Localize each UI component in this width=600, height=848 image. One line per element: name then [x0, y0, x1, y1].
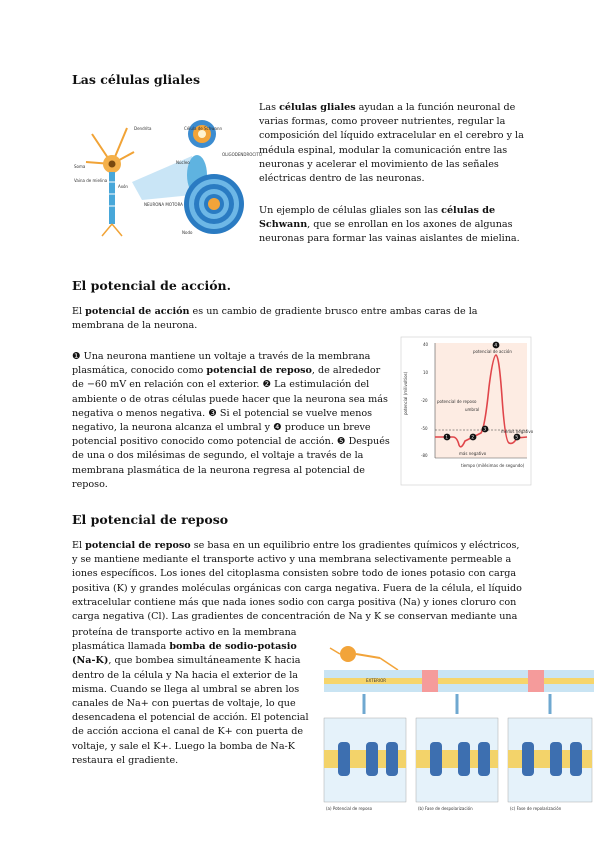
svg-text:(a) Potencial de reposo: (a) Potencial de reposo — [326, 806, 373, 811]
svg-text:potencial de reposo: potencial de reposo — [437, 399, 477, 404]
svg-text:40: 40 — [423, 342, 429, 347]
svg-text:4: 4 — [494, 343, 498, 349]
glial-cells-figure — [72, 104, 262, 240]
rest-title: El potencial de reposo — [72, 512, 229, 527]
glial-paragraph-2: Un ejemplo de células gliales son las células de Schwann, que se enrollan en los axones de algunas neuronas para formar las vainas aislantes de mielina. — [259, 205, 520, 245]
svg-text:Soma: Soma — [74, 164, 86, 169]
svg-text:2: 2 — [471, 435, 475, 441]
svg-text:tiempo (milésimas de segundo): tiempo (milésimas de segundo) — [461, 463, 525, 468]
svg-text:Axón: Axón — [118, 184, 128, 189]
oligodendrocyte-drawing — [188, 120, 216, 148]
svg-text:5: 5 — [515, 435, 519, 441]
svg-text:1: 1 — [445, 435, 449, 441]
svg-text:Nodo: Nodo — [182, 230, 193, 235]
svg-text:(b) Fase de despolarización: (b) Fase de despolarización — [418, 806, 473, 811]
svg-text:más negativo: más negativo — [459, 451, 487, 456]
svg-text:Célula de Schwann: Célula de Schwann — [184, 126, 223, 131]
svg-text:-50: -50 — [421, 426, 428, 431]
pump-panel-a — [324, 718, 406, 811]
rest-paragraph-1: El potencial de reposo se basa en un equilibrio entre los gradientes químicos y eléctricos, y se mantiene mediante el transporte activo y una membrana selectivamente permeable a iones específicos. Los iones del citoplasma consisten sobre todo de iones potasio con carga positiva (K) y grandes moléculas orgánicas con carga negativa. Fuera de la célula, el líquido extracelular contiene más que nada iones sodio con carga positiva (Na) y iones cloruro con carga negativa (Cl). Las gradientes de concentración de Na y K se conservan mediante una — [72, 540, 522, 623]
svg-text:menos negativo: menos negativo — [501, 429, 534, 434]
schwann-cell-drawing — [184, 174, 244, 234]
svg-text:Núcleo: Núcleo — [176, 160, 190, 165]
glial-paragraph-1: Las células gliales ayudan a la función neuronal de varias formas, como proveer nutrientes, regular la composición del líquido extracelular en el cerebro y la médula espinal, modular la comunicación entre las neuronas y acelerar el movimiento de las señales eléctricas dentro de las neuronas. — [259, 102, 524, 185]
svg-text:-20: -20 — [421, 398, 428, 403]
svg-text:-80: -80 — [421, 453, 428, 458]
action-paragraph-2: ❶ Una neurona mantiene un voltaje a través de la membrana plasmática, conocido como potencial de reposo, de alrededor de −60 mV en relación con el exterior. ❷ La estimulación del ambiente o de otras células puede hacer que la neurona sea más negativa o menos negativa. ❸ Si el potencial se vuelve menos negativo, la neurona alcanza el umbral y ❹ produce un breve potencial positivo conocido como potencial de acción. ❺ Después de una o dos milésimas de segundo, el voltaje a través de la membrana plasmática de la neurona regresa al potencial de reposo. — [72, 351, 390, 490]
svg-text:Vaina de mielina: Vaina de mielina — [74, 178, 108, 183]
svg-text:10: 10 — [423, 370, 429, 375]
pump-panel-c — [508, 718, 592, 811]
svg-text:OLIGODENDROCITO: OLIGODENDROCITO — [222, 152, 262, 157]
action-title: El potencial de acción. — [72, 278, 231, 293]
svg-text:potencial (milivoltios): potencial (milivoltios) — [403, 371, 408, 415]
action-paragraph-1: El potencial de acción es un cambio de gradiente brusco entre ambas caras de la membrana de la neurona. — [72, 306, 478, 332]
rest-paragraph-2: proteína de transporte activo en la membrana plasmática llamada bomba de sodio-potasio (Na-K), que bombea simultáneamente K hacia dentro de la célula y Na hacia el exterior de la misma. Cuando se llega al umbral se abren los canales de Na+ con puertas de voltaje, lo que desencadena el potencial de acción. El potencial de acción acciona el canal de K+ con puerta de voltaje, y sale el K+. Luego la bomba de Na-K restaura el gradiente. — [72, 627, 309, 766]
svg-text:(c) Fase de repolarización: (c) Fase de repolarización — [510, 806, 562, 811]
svg-text:umbral: umbral — [465, 407, 480, 412]
glial-title: Las células gliales — [72, 72, 200, 87]
pump-panel-b — [416, 718, 498, 811]
svg-text:EXTERIOR: EXTERIOR — [366, 678, 387, 683]
sodium-potassium-pump-figure — [322, 640, 594, 816]
svg-text:potencial de acción: potencial de acción — [473, 349, 512, 354]
svg-text:NEURONA MOTORA: NEURONA MOTORA — [144, 202, 183, 207]
svg-text:Dendrita: Dendrita — [134, 126, 152, 131]
svg-text:3: 3 — [483, 427, 487, 433]
action-potential-chart — [401, 337, 534, 485]
